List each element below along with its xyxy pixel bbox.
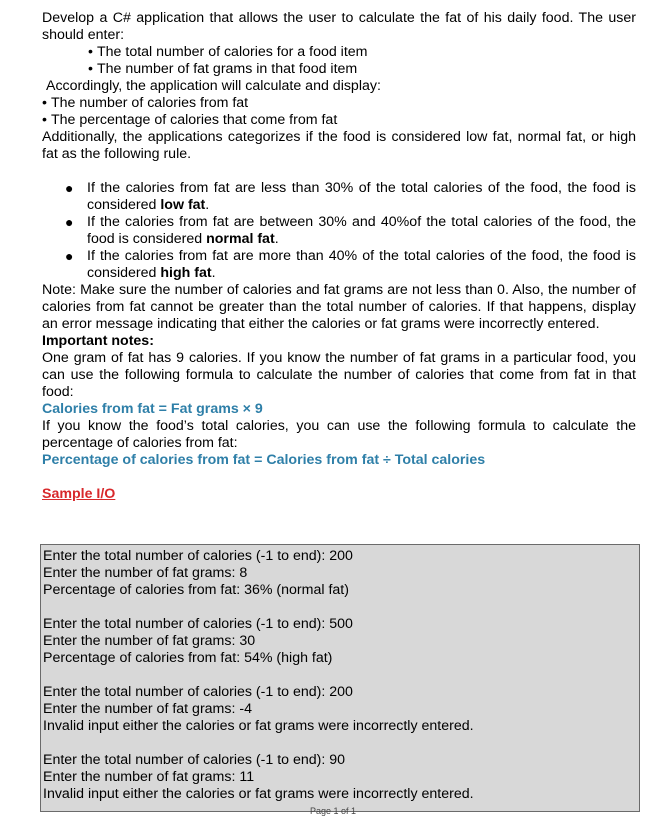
io-line: Enter the number of fat grams: 8 — [43, 565, 248, 581]
additionally-paragraph: Additionally, the applications categorizes if the food is considered low fat, normal fat, or high fat as the following rule. — [42, 129, 636, 162]
intro-paragraph: Develop a C# application that allows the user to calculate the fat of his daily food. The user should enter: — [42, 10, 636, 43]
io-line: Invalid input either the calories or fat grams were incorrectly entered. — [43, 786, 474, 802]
sample-block — [43, 548, 637, 599]
sample-block — [43, 616, 637, 667]
input-list — [42, 44, 636, 78]
list-item: • The total number of calories for a food item — [88, 44, 368, 60]
important-heading: Important notes: — [42, 333, 154, 349]
page-footer: Page 1 of 1 — [310, 806, 357, 816]
rule-item: ● If the calories from fat are between 30% and 40%of the total calories of the food, the food is considered normal fat. — [65, 214, 636, 247]
io-line: Enter the total number of calories (-1 to end): 200 — [43, 684, 353, 700]
sample-block — [43, 752, 637, 803]
document-body — [42, 10, 636, 503]
sample-block — [43, 684, 637, 735]
io-line: Invalid input either the calories or fat grams were incorrectly entered. — [43, 718, 474, 734]
formula-calories-from-fat: Calories from fat = Fat grams × 9 — [42, 401, 263, 417]
list-item: • The number of fat grams in that food item — [88, 61, 358, 77]
io-line: Enter the number of fat grams: 11 — [43, 769, 255, 785]
io-line: Percentage of calories from fat: 36% (normal fat) — [43, 582, 349, 598]
sample-io-title: Sample I/O — [42, 486, 116, 502]
list-item: • The percentage of calories that come from fat — [42, 112, 338, 128]
io-line: Enter the total number of calories (-1 to end): 200 — [43, 548, 353, 564]
io-line: Percentage of calories from fat: 54% (high fat) — [43, 650, 333, 666]
important-paragraph-1: One gram of fat has 9 calories. If you know the number of fat grams in a particular food, you can use the following formula to calculate the number of calories that come from fat in that food: — [42, 350, 636, 400]
list-item: • The number of calories from fat — [42, 95, 249, 111]
output-list — [42, 95, 636, 129]
rules-list — [42, 180, 636, 282]
rule-item: ● If the calories from fat are less than 30% of the total calories of the food, the food is considered low fat. — [65, 180, 636, 213]
io-line: Enter the total number of calories (-1 to end): 500 — [43, 616, 353, 632]
rule-item: ● If the calories from fat are more than 40% of the total calories of the food, the food is considered high fat. — [65, 248, 636, 281]
note-paragraph: Note: Make sure the number of calories and fat grams are not less than 0. Also, the number of calories from fat cannot be greater than the total number of calories. If that happens, display an error message indicating that either the calories or fat grams were incorrectly entered. — [42, 282, 636, 332]
io-line: Enter the number of fat grams: -4 — [43, 701, 252, 717]
formula-percentage: Percentage of calories from fat = Calories from fat ÷ Total calories — [42, 452, 486, 468]
important-paragraph-2: If you know the food’s total calories, you can use the following formula to calculate the percentage of calories from fat: — [42, 418, 636, 451]
io-line: Enter the total number of calories (-1 to end): 90 — [43, 752, 346, 768]
sample-io-box — [40, 544, 640, 812]
io-line: Enter the number of fat grams: 30 — [43, 633, 256, 649]
accordingly-line: Accordingly, the application will calculate and display: — [46, 78, 381, 94]
